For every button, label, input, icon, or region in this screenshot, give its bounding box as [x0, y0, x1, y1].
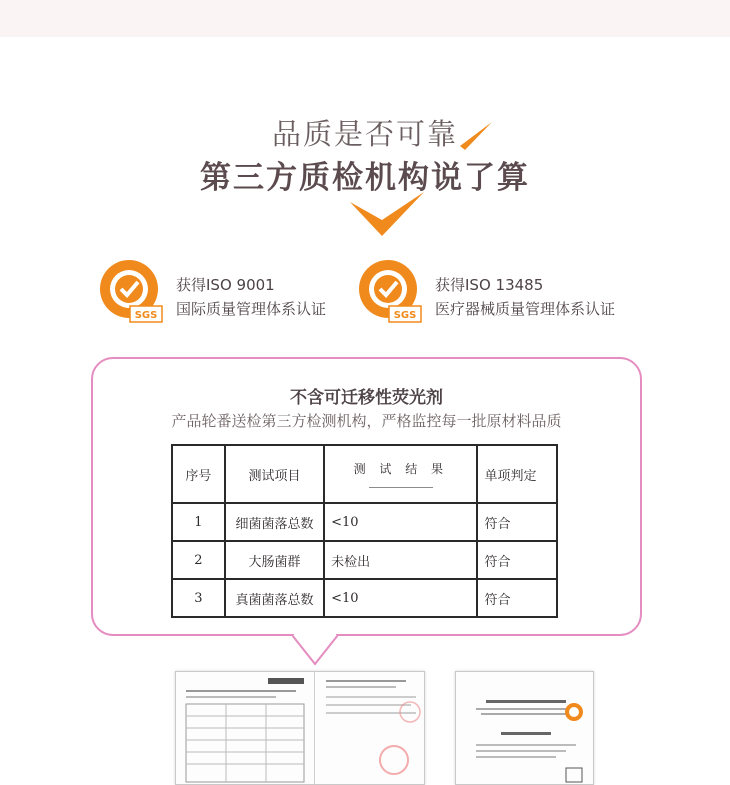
header-cell: 单项判定 [477, 445, 557, 503]
sgs-seal-icon [357, 258, 423, 324]
panel-subtitle: 产品轮番送检第三方检测机构，严格监控每一批原材料品质 [171, 412, 562, 430]
panel-title: 不含可迁移性荧光剂 [290, 388, 443, 408]
sgs-logo-text: SGS [134, 310, 158, 321]
accent-slash-icon [0, 0, 730, 200]
table-cell: 1 [172, 503, 225, 541]
table-cell: <10 [324, 503, 477, 541]
check-mark-icon [348, 190, 426, 238]
headline-line2: 第三方质检机构说了算 [200, 160, 530, 196]
headline-line1: 品质是否可靠 [271, 117, 458, 151]
panel-pointer [292, 633, 338, 667]
page-divider [314, 672, 315, 785]
table-cell: 符合 [477, 541, 557, 579]
table-cell: 未检出 [324, 541, 477, 579]
table-cell: 3 [172, 579, 225, 617]
table-row [172, 579, 557, 617]
table-cell: 细菌菌落总数 [225, 503, 324, 541]
test-result-panel [91, 357, 642, 636]
table-cell: 2 [172, 541, 225, 579]
table-row [172, 503, 557, 541]
header-cell: 测试项目 [225, 445, 324, 503]
test-report-thumbnail [175, 671, 425, 785]
table-cell: 符合 [477, 503, 557, 541]
header-cell: 测 试 结 果 [353, 462, 449, 476]
table-cell: 符合 [477, 579, 557, 617]
sgs-logo-text: SGS [393, 310, 417, 321]
cert-title: 获得ISO 13485 [435, 276, 544, 294]
report-page-image [176, 672, 425, 785]
test-result-table [171, 444, 558, 618]
sgs-seal-icon [98, 258, 164, 324]
table-cell: 大肠菌群 [225, 541, 324, 579]
iso-certificate-thumbnail [455, 671, 594, 785]
table-header-row [172, 445, 557, 503]
cert-desc: 国际质量管理体系认证 [176, 300, 327, 318]
certification-iso9001 [98, 258, 348, 328]
table-row [172, 541, 557, 579]
cert-desc: 医疗器械质量管理体系认证 [435, 300, 616, 318]
cert-title: 获得ISO 9001 [176, 276, 275, 294]
certificate-page-image [456, 672, 594, 785]
table-cell: <10 [324, 579, 477, 617]
table-cell: 真菌菌落总数 [225, 579, 324, 617]
header-cell: 序号 [172, 445, 225, 503]
header-cell-result [324, 445, 477, 503]
header-divider [369, 487, 433, 488]
certification-iso13485 [357, 258, 657, 328]
